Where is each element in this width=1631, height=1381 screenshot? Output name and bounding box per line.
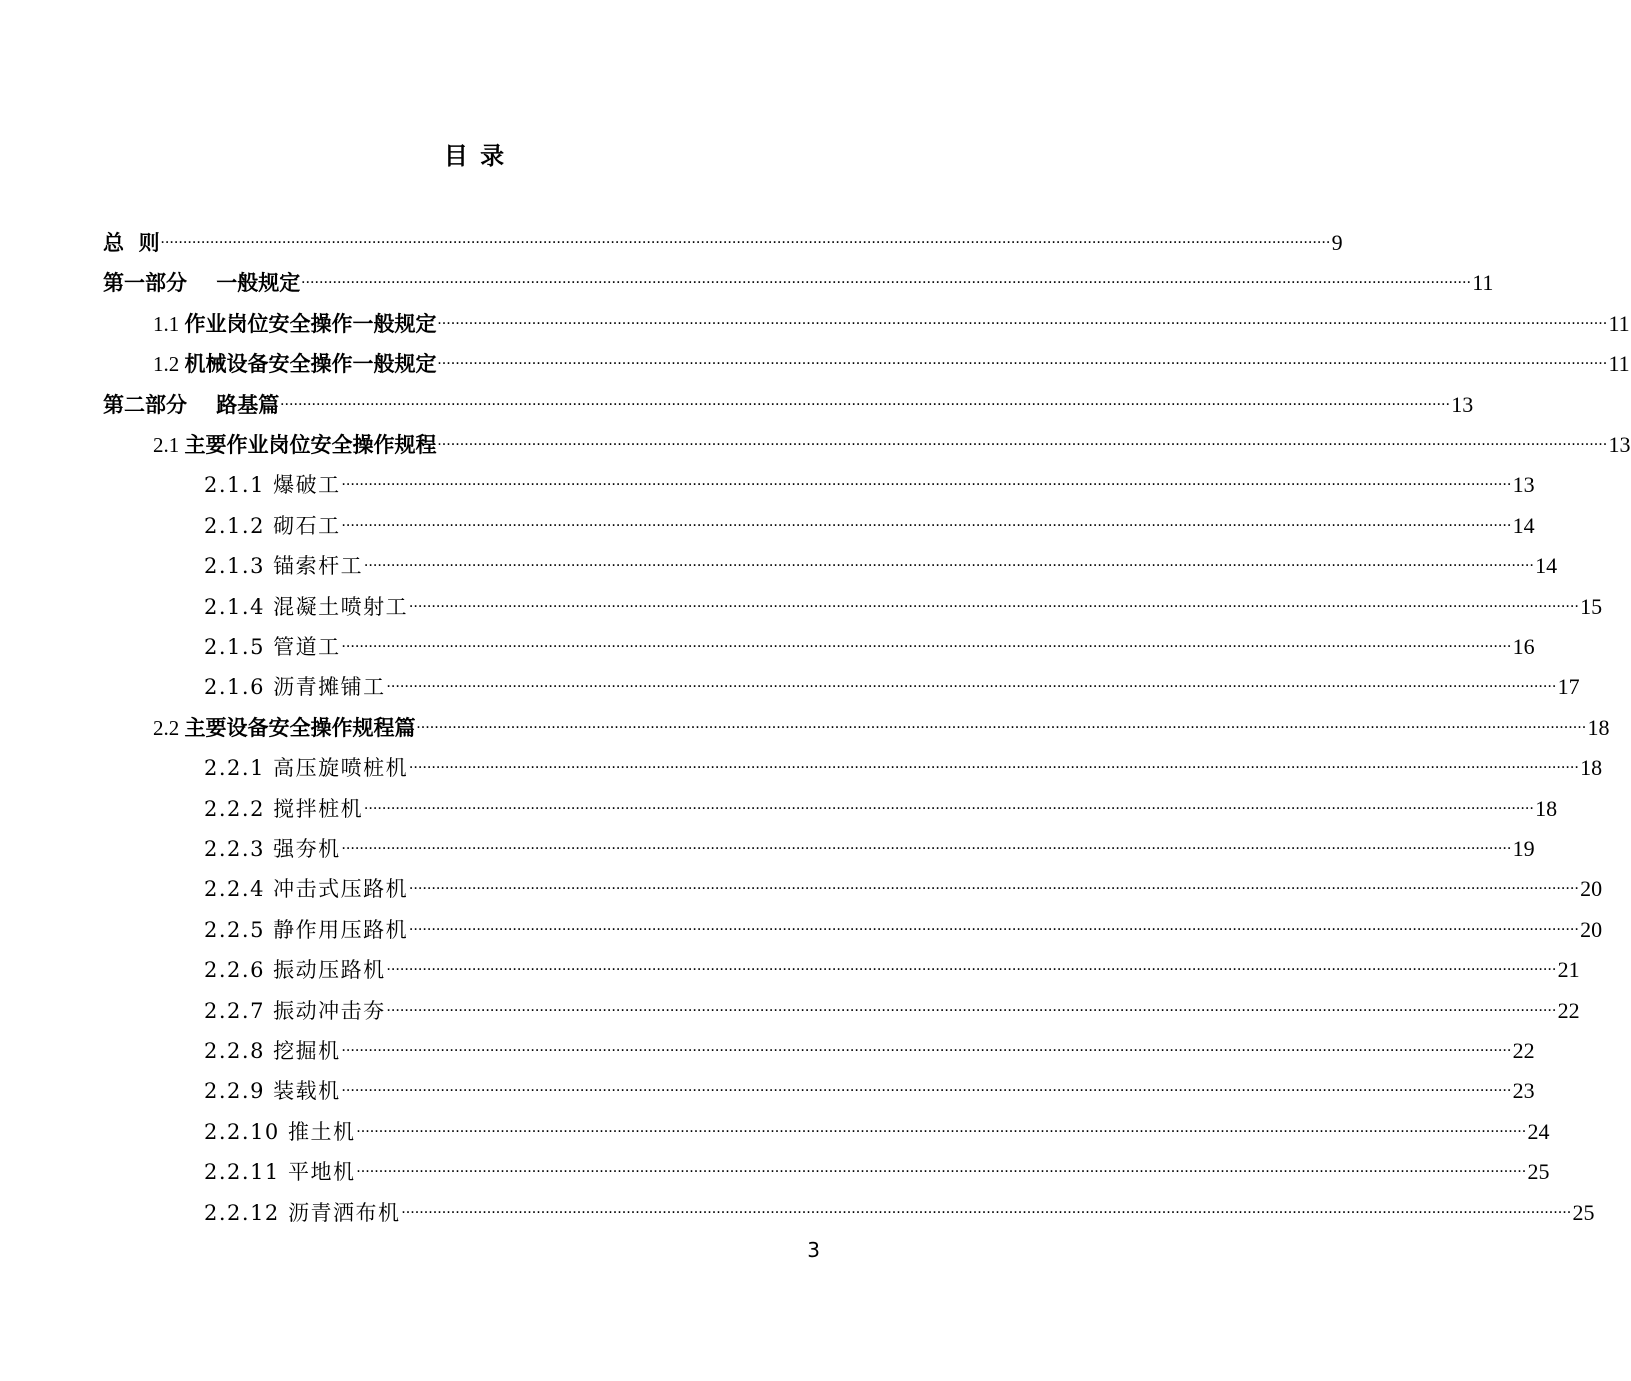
toc-entry-text: 挖掘机 — [273, 1039, 341, 1063]
toc-entry-number: 2.2.5 — [204, 917, 274, 942]
toc-entry-page: 25 — [1527, 1159, 1550, 1185]
toc-entry-number: 1.1 — [153, 311, 185, 336]
toc-entry-label — [204, 796, 363, 822]
toc-entry-page: 20 — [1580, 876, 1603, 902]
toc-entry-page: 9 — [1331, 230, 1343, 255]
toc-entry-label — [204, 836, 341, 862]
toc-entry-page: 11 — [1608, 351, 1630, 377]
toc-entry-text: 第二部分 路基篇 — [103, 392, 280, 417]
toc-entry[interactable] — [204, 499, 1535, 539]
toc-entry-text: 主要设备安全操作规程篇 — [184, 715, 416, 740]
toc-entry-number: 2.1.1 — [204, 473, 274, 498]
toc-dot-leader: .................................................................................................................................................................................................................................................................... — [341, 1078, 1512, 1096]
toc-entry-text: 爆破工 — [273, 473, 341, 498]
toc-entry-page: 13 — [1451, 391, 1474, 417]
toc-entry[interactable] — [204, 660, 1580, 700]
toc-dot-leader: .................................................................................................................................................................................................................................................................... — [386, 674, 1557, 692]
toc-entry-text: 冲击式压路机 — [273, 877, 409, 902]
toc-entry-label — [204, 1038, 341, 1064]
toc-entry-text: 静作用压路机 — [273, 917, 409, 942]
toc-entry-number: 2.2.1 — [204, 756, 274, 781]
toc-dot-leader: .................................................................................................................................................................................................................................................................... — [356, 1159, 1527, 1177]
toc-entry-page: 17 — [1557, 674, 1580, 700]
toc-entry-page: 25 — [1572, 1199, 1595, 1225]
toc-entry-number: 2.2.7 — [204, 998, 274, 1023]
toc-entry[interactable] — [204, 1186, 1595, 1226]
toc-entry-label — [153, 311, 437, 337]
toc-entry-page: 19 — [1512, 836, 1535, 861]
toc-entry-text: 高压旋喷桩机 — [273, 756, 409, 781]
toc-entry-number: 2.2.10 — [204, 1119, 288, 1144]
toc-entry-page: 14 — [1535, 553, 1558, 579]
toc-entry-label — [153, 432, 437, 458]
toc-entry-label — [204, 1200, 400, 1226]
toc-entry-text: 振动冲击夯 — [273, 998, 386, 1023]
toc-dot-leader: .................................................................................................................................................................................................................................................................... — [341, 512, 1512, 530]
toc-entry-text: 混凝土喷射工 — [273, 594, 409, 619]
toc-entry-label — [204, 998, 386, 1024]
toc-entry-label — [204, 1159, 355, 1185]
toc-entry[interactable] — [204, 580, 1603, 620]
toc-entry-text: 第一部分 一般规定 — [103, 271, 301, 296]
toc-entry-number: 1.2 — [153, 352, 185, 377]
toc-dot-leader: .................................................................................................................................................................................................................................................................... — [386, 997, 1557, 1015]
toc-dot-leader: .................................................................................................................................................................................................................................................................... — [409, 916, 1580, 934]
toc-entry-text: 推土机 — [287, 1119, 356, 1144]
toc-entry-number: 2.1 — [153, 433, 185, 457]
toc-entry-label — [153, 351, 437, 377]
toc-entry[interactable] — [204, 943, 1580, 983]
toc-entry-text: 主要作业岗位安全操作规程 — [184, 433, 437, 457]
toc-entry-page: 20 — [1580, 916, 1603, 942]
toc-dot-leader: .................................................................................................................................................................................................................................................................... — [341, 472, 1512, 490]
toc-entry-text: 沥青摊铺工 — [273, 675, 386, 700]
toc-entry-page: 22 — [1557, 997, 1580, 1023]
toc-dot-leader: .................................................................................................................................................................................................................................................................... — [386, 957, 1557, 975]
toc-entry-page: 22 — [1512, 1038, 1535, 1063]
toc-entry-text: 装载机 — [273, 1079, 341, 1104]
toc-entry[interactable] — [204, 539, 1558, 579]
toc-entry-label — [204, 917, 408, 943]
toc-entry-number: 2.2.6 — [204, 958, 274, 983]
toc-entry-number: 2.1.6 — [204, 675, 274, 700]
toc-entry-page: 18 — [1587, 714, 1610, 740]
toc-entry-label — [204, 553, 363, 579]
toc-dot-leader: .................................................................................................................................................................................................................................................................... — [341, 1038, 1512, 1055]
toc-entry-text: 管道工 — [273, 635, 341, 659]
toc-dot-leader: .................................................................................................................................................................................................................................................................... — [341, 634, 1512, 651]
toc-entry[interactable] — [153, 337, 1630, 377]
toc-entry-page: 18 — [1580, 755, 1603, 781]
toc-entry-number: 2.2.11 — [204, 1160, 288, 1185]
toc-entry-label — [204, 876, 408, 902]
toc-entry-label — [204, 472, 341, 498]
toc-entry-text: 振动压路机 — [273, 958, 386, 983]
toc-dot-leader: .................................................................................................................................................................................................................................................................... — [364, 795, 1535, 813]
toc-entry[interactable] — [153, 418, 1631, 458]
toc-entry[interactable] — [204, 822, 1535, 862]
toc-dot-leader: .................................................................................................................................................................................................................................................................... — [301, 270, 1472, 288]
page-number: 3 — [807, 1238, 820, 1262]
toc-entry-number: 2.2 — [153, 715, 185, 740]
toc-entry-page: 13 — [1608, 432, 1631, 457]
toc-entry-page: 11 — [1608, 310, 1630, 336]
toc-entry[interactable] — [204, 741, 1603, 781]
toc-entry-number: 2.2.9 — [204, 1079, 274, 1104]
page-title: 目 录 — [443, 142, 507, 170]
toc-entry-number: 2.2.8 — [204, 1039, 274, 1063]
toc-entry-label — [204, 755, 408, 781]
toc-entry-text: 沥青洒布机 — [287, 1200, 401, 1225]
toc-entry-page: 11 — [1472, 270, 1494, 296]
toc-entry[interactable] — [204, 903, 1603, 943]
toc-entry-page: 14 — [1512, 512, 1535, 538]
toc-entry-number: 2.2.2 — [204, 796, 274, 821]
toc-dot-leader: .................................................................................................................................................................................................................................................................... — [437, 432, 1608, 449]
toc-entry-page: 21 — [1557, 957, 1580, 983]
toc-dot-leader: .................................................................................................................................................................................................................................................................... — [364, 553, 1535, 571]
toc-dot-leader: .................................................................................................................................................................................................................................................................... — [409, 755, 1580, 773]
toc-entry-label — [204, 1119, 355, 1145]
toc-entry-text: 锚索杆工 — [273, 554, 364, 579]
toc-entry[interactable] — [204, 1024, 1535, 1064]
toc-entry[interactable] — [204, 620, 1535, 660]
toc-dot-leader: .................................................................................................................................................................................................................................................................... — [401, 1199, 1572, 1217]
toc-entry-number: 2.1.3 — [204, 554, 274, 579]
toc-dot-leader: .................................................................................................................................................................................................................................................................... — [409, 593, 1580, 611]
toc-entry-label — [204, 1078, 341, 1104]
toc-entry[interactable] — [103, 378, 1474, 418]
toc-entry[interactable] — [204, 458, 1535, 498]
toc-entry[interactable] — [204, 984, 1580, 1024]
toc-entry-label — [204, 513, 341, 539]
toc-entry-page: 18 — [1535, 795, 1558, 821]
toc-dot-leader: .................................................................................................................................................................................................................................................................... — [280, 391, 1451, 409]
toc-entry-text: 机械设备安全操作一般规定 — [184, 352, 437, 377]
toc-dot-leader: .................................................................................................................................................................................................................................................................... — [416, 714, 1587, 732]
toc-entry-text: 总 则 — [103, 231, 160, 255]
toc-entry-number: 2.1.4 — [204, 594, 274, 619]
toc-entry-text: 平地机 — [287, 1160, 356, 1185]
toc-dot-leader: .................................................................................................................................................................................................................................................................... — [356, 1118, 1527, 1136]
toc-entry-label — [204, 674, 386, 700]
toc-entry-label — [204, 957, 386, 983]
toc-entry-page: 16 — [1512, 634, 1535, 659]
toc-entry-label — [103, 270, 300, 296]
toc-entry-label — [204, 634, 341, 660]
toc-entry-number: 2.1.2 — [204, 513, 274, 538]
toc-entry-text: 砌石工 — [273, 513, 341, 538]
toc-entry-label — [103, 230, 160, 256]
toc-entry-number: 2.1.5 — [204, 635, 274, 659]
toc-entry-page: 15 — [1580, 593, 1603, 619]
toc-dot-leader: .................................................................................................................................................................................................................................................................... — [160, 230, 1331, 247]
toc-entry-number: 2.2.4 — [204, 877, 274, 902]
toc-entry-label — [153, 715, 416, 741]
toc-entry-number: 2.2.12 — [204, 1200, 288, 1225]
toc-entry-text: 强夯机 — [273, 837, 341, 861]
toc-entry[interactable] — [103, 256, 1494, 296]
toc-entry-number: 2.2.3 — [204, 837, 274, 861]
toc-entry-text: 作业岗位安全操作一般规定 — [184, 311, 437, 336]
toc-entry-text: 搅拌桩机 — [273, 796, 364, 821]
toc-entry-page: 24 — [1527, 1118, 1550, 1144]
toc-entry[interactable] — [204, 1064, 1535, 1104]
toc-entry[interactable] — [204, 782, 1558, 822]
toc-dot-leader: .................................................................................................................................................................................................................................................................... — [437, 310, 1608, 328]
toc-entry[interactable] — [204, 1145, 1550, 1185]
toc-entry[interactable] — [204, 1105, 1550, 1145]
toc-dot-leader: .................................................................................................................................................................................................................................................................... — [341, 836, 1512, 853]
toc-dot-leader: .................................................................................................................................................................................................................................................................... — [437, 351, 1608, 369]
toc-entry-label — [103, 392, 279, 418]
toc-entry[interactable] — [153, 297, 1630, 337]
toc-entry[interactable] — [204, 862, 1603, 902]
toc-entry[interactable] — [153, 701, 1610, 741]
toc-entry-label — [204, 594, 408, 620]
toc-entry-page: 23 — [1512, 1078, 1535, 1104]
toc-dot-leader: .................................................................................................................................................................................................................................................................... — [409, 876, 1580, 894]
toc-entry[interactable] — [103, 216, 1343, 256]
toc-entry-page: 13 — [1512, 472, 1535, 498]
